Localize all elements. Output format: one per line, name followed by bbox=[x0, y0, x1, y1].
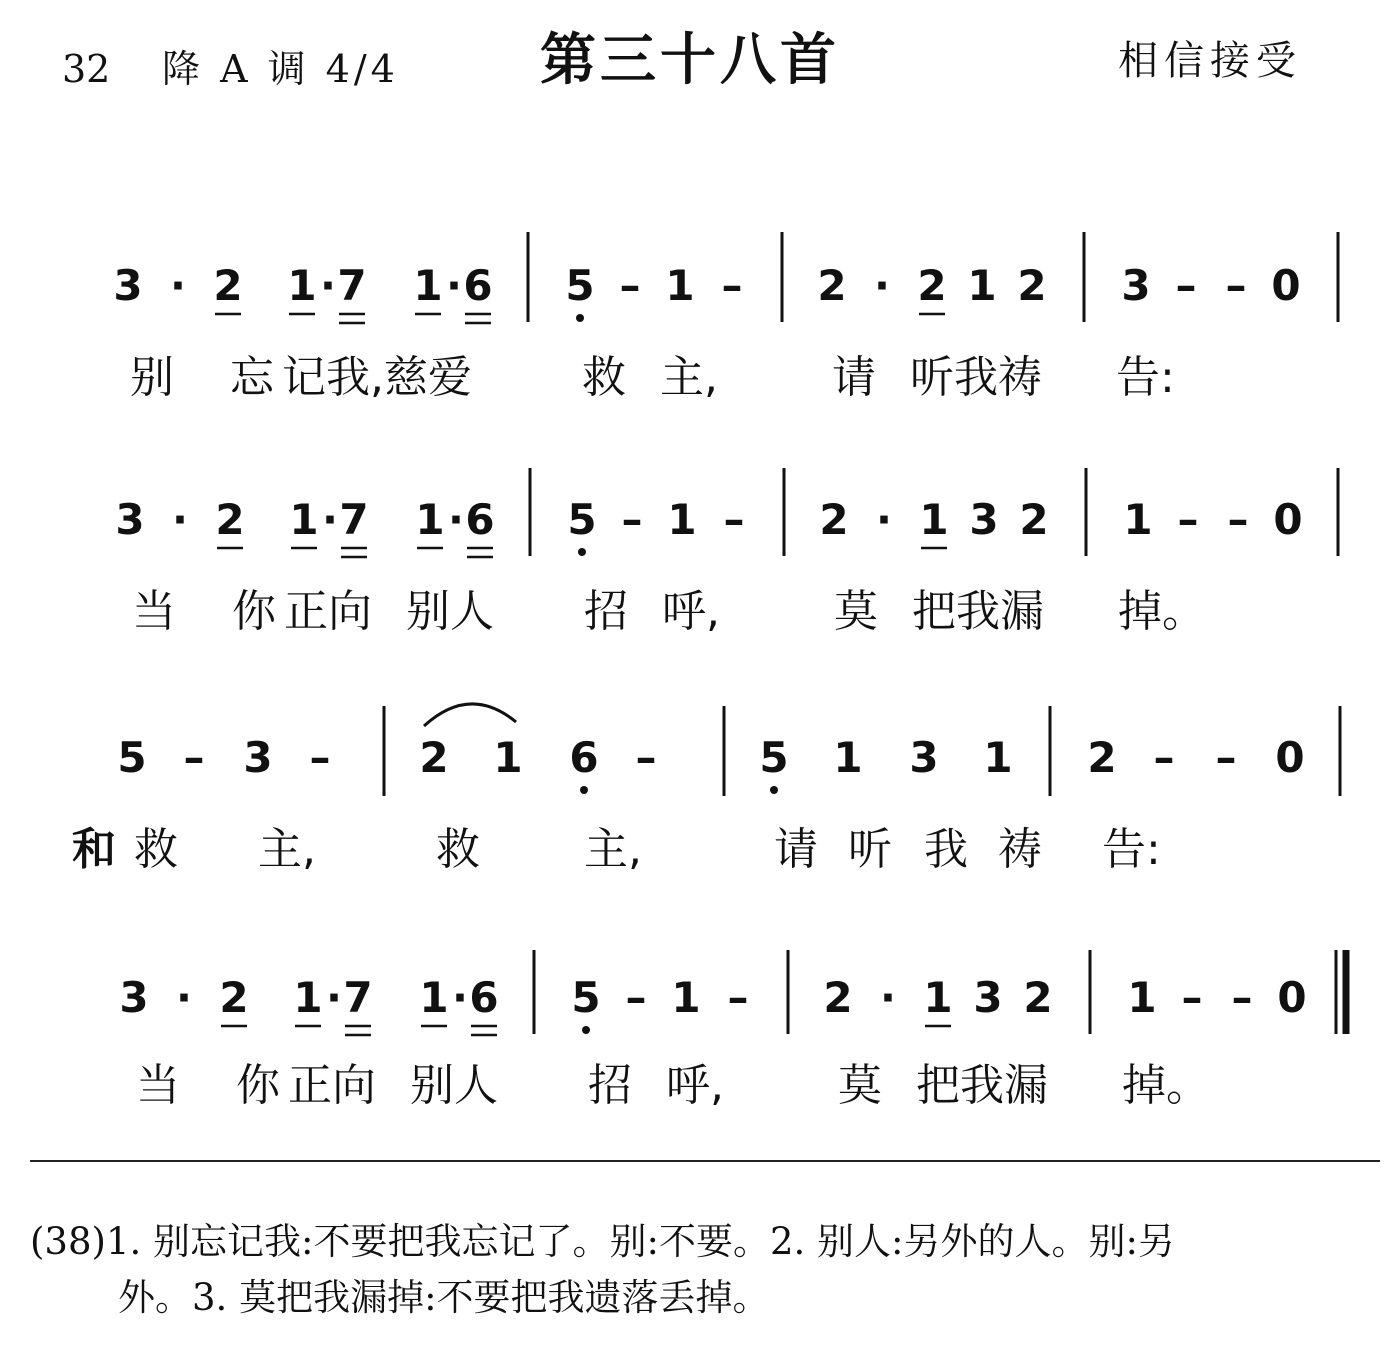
note: 7 bbox=[339, 495, 369, 544]
lyric: 掉。 bbox=[1118, 586, 1206, 637]
note: 1 bbox=[1123, 495, 1153, 544]
note: 7 bbox=[343, 973, 373, 1022]
octave-dot bbox=[770, 786, 778, 794]
lyric: 呼, bbox=[666, 1060, 724, 1111]
note: 0 bbox=[1271, 261, 1301, 310]
note: 6 bbox=[469, 973, 499, 1022]
lyric: 听 bbox=[848, 824, 892, 875]
lyric: 请 bbox=[774, 824, 818, 875]
lyric: 祷 bbox=[998, 824, 1042, 875]
note: – bbox=[1153, 733, 1175, 782]
lyric: 救 bbox=[582, 352, 626, 403]
note: 1 bbox=[493, 733, 523, 782]
song-title: 第三十八首 bbox=[540, 28, 840, 93]
lyric: 主, bbox=[584, 824, 642, 875]
note: 3 bbox=[969, 495, 999, 544]
lyric: 招 bbox=[584, 586, 628, 637]
lyric: 忘 bbox=[230, 352, 274, 403]
footnote-line-1: (38)1. 别忘记我:不要把我忘记了。别:不要。2. 别人:另外的人。别:另 bbox=[30, 1220, 1175, 1263]
note: 0 bbox=[1273, 495, 1303, 544]
note: · bbox=[446, 261, 462, 310]
note: 2 bbox=[823, 973, 853, 1022]
note: 2 bbox=[215, 495, 245, 544]
note: – bbox=[621, 495, 643, 544]
lyric: 当 bbox=[132, 586, 176, 637]
note: 2 bbox=[817, 261, 847, 310]
note: 2 bbox=[219, 973, 249, 1022]
note: · bbox=[326, 973, 342, 1022]
note: · bbox=[876, 495, 892, 544]
note: 5 bbox=[567, 495, 597, 544]
note: 1 bbox=[415, 495, 445, 544]
octave-dot bbox=[580, 786, 588, 794]
note: · bbox=[172, 495, 188, 544]
note: 3 bbox=[973, 973, 1003, 1022]
note: 1 bbox=[293, 973, 323, 1022]
note: – bbox=[1215, 733, 1237, 782]
note: 5 bbox=[565, 261, 595, 310]
note: 2 bbox=[1087, 733, 1117, 782]
note: 3 bbox=[243, 733, 273, 782]
lyric: 莫 bbox=[838, 1060, 882, 1111]
lyric: 正向 bbox=[288, 1060, 376, 1111]
note: 1 bbox=[833, 733, 863, 782]
note: – bbox=[309, 733, 331, 782]
note: – bbox=[1177, 495, 1199, 544]
lyric: 别 bbox=[130, 352, 174, 403]
note: 1 bbox=[419, 973, 449, 1022]
lyric: 和 bbox=[72, 824, 116, 875]
note: – bbox=[183, 733, 205, 782]
lyric: 把我漏 bbox=[916, 1060, 1048, 1111]
lyric: 当 bbox=[136, 1060, 180, 1111]
lyric: 你 bbox=[236, 1060, 280, 1111]
note: 5 bbox=[117, 733, 147, 782]
footnote-line-2: 外。3. 莫把我漏掉:不要把我遗落丢掉。 bbox=[118, 1276, 770, 1319]
note: 0 bbox=[1277, 973, 1307, 1022]
note: 3 bbox=[113, 261, 143, 310]
footnote-divider bbox=[30, 1160, 1380, 1162]
note: – bbox=[723, 495, 745, 544]
note: 5 bbox=[571, 973, 601, 1022]
note: – bbox=[1181, 973, 1203, 1022]
lyric: 记我,慈爱 bbox=[282, 352, 472, 403]
note: 2 bbox=[419, 733, 449, 782]
lyric: 请 bbox=[832, 352, 876, 403]
note: 2 bbox=[1017, 261, 1047, 310]
note: – bbox=[727, 973, 749, 1022]
lyric: 正向 bbox=[284, 586, 372, 637]
note: 1 bbox=[671, 973, 701, 1022]
octave-dot bbox=[582, 1026, 590, 1034]
octave-dot bbox=[578, 548, 586, 556]
note: 0 bbox=[1275, 733, 1305, 782]
note: 7 bbox=[337, 261, 367, 310]
note: 1 bbox=[1127, 973, 1157, 1022]
note: 3 bbox=[119, 973, 149, 1022]
note: 1 bbox=[983, 733, 1013, 782]
note: 1 bbox=[665, 261, 695, 310]
lyric: 别人 bbox=[410, 1060, 498, 1111]
note: 1 bbox=[289, 495, 319, 544]
note: 1 bbox=[923, 973, 953, 1022]
note: – bbox=[625, 973, 647, 1022]
note: 1 bbox=[919, 495, 949, 544]
note: 1 bbox=[667, 495, 697, 544]
note: 2 bbox=[1023, 973, 1053, 1022]
lyric: 你 bbox=[232, 586, 276, 637]
note: 1 bbox=[413, 261, 443, 310]
lyric: 别人 bbox=[406, 586, 494, 637]
note: – bbox=[1227, 495, 1249, 544]
note: · bbox=[452, 973, 468, 1022]
lyric: 救 bbox=[134, 824, 178, 875]
lyric: 告: bbox=[1116, 352, 1175, 403]
note: 3 bbox=[1121, 261, 1151, 310]
note: · bbox=[176, 973, 192, 1022]
note: 5 bbox=[759, 733, 789, 782]
note: 3 bbox=[115, 495, 145, 544]
note: – bbox=[619, 261, 641, 310]
note: 2 bbox=[213, 261, 243, 310]
lyric: 听我祷 bbox=[910, 352, 1042, 403]
note: – bbox=[635, 733, 657, 782]
lyric: 招 bbox=[588, 1060, 632, 1111]
note: 1 bbox=[287, 261, 317, 310]
note: 6 bbox=[569, 733, 599, 782]
lyric: 我 bbox=[924, 824, 968, 875]
slur bbox=[424, 704, 516, 726]
lyric: 告: bbox=[1102, 824, 1161, 875]
note: · bbox=[170, 261, 186, 310]
note: · bbox=[448, 495, 464, 544]
note: 2 bbox=[819, 495, 849, 544]
page-number: 32 bbox=[62, 47, 111, 91]
octave-dot bbox=[576, 314, 584, 322]
lyric: 呼, bbox=[662, 586, 720, 637]
note: – bbox=[1231, 973, 1253, 1022]
lyric: 把我漏 bbox=[912, 586, 1044, 637]
lyric: 主, bbox=[660, 352, 718, 403]
note: 3 bbox=[909, 733, 939, 782]
note: 1 bbox=[967, 261, 997, 310]
note: 6 bbox=[465, 495, 495, 544]
lyric: 救 bbox=[436, 824, 480, 875]
note: · bbox=[874, 261, 890, 310]
song-subtitle: 相信接受 bbox=[1118, 38, 1302, 84]
note: · bbox=[880, 973, 896, 1022]
note: – bbox=[721, 261, 743, 310]
key-and-time-signature: 降 A 调 4/4 bbox=[162, 47, 399, 91]
lyric: 掉。 bbox=[1122, 1060, 1210, 1111]
note: 2 bbox=[1019, 495, 1049, 544]
note: – bbox=[1225, 261, 1247, 310]
note: – bbox=[1175, 261, 1197, 310]
lyric: 莫 bbox=[834, 586, 878, 637]
note: · bbox=[320, 261, 336, 310]
note: 6 bbox=[463, 261, 493, 310]
note: 2 bbox=[917, 261, 947, 310]
note: · bbox=[322, 495, 338, 544]
lyric: 主, bbox=[258, 824, 316, 875]
